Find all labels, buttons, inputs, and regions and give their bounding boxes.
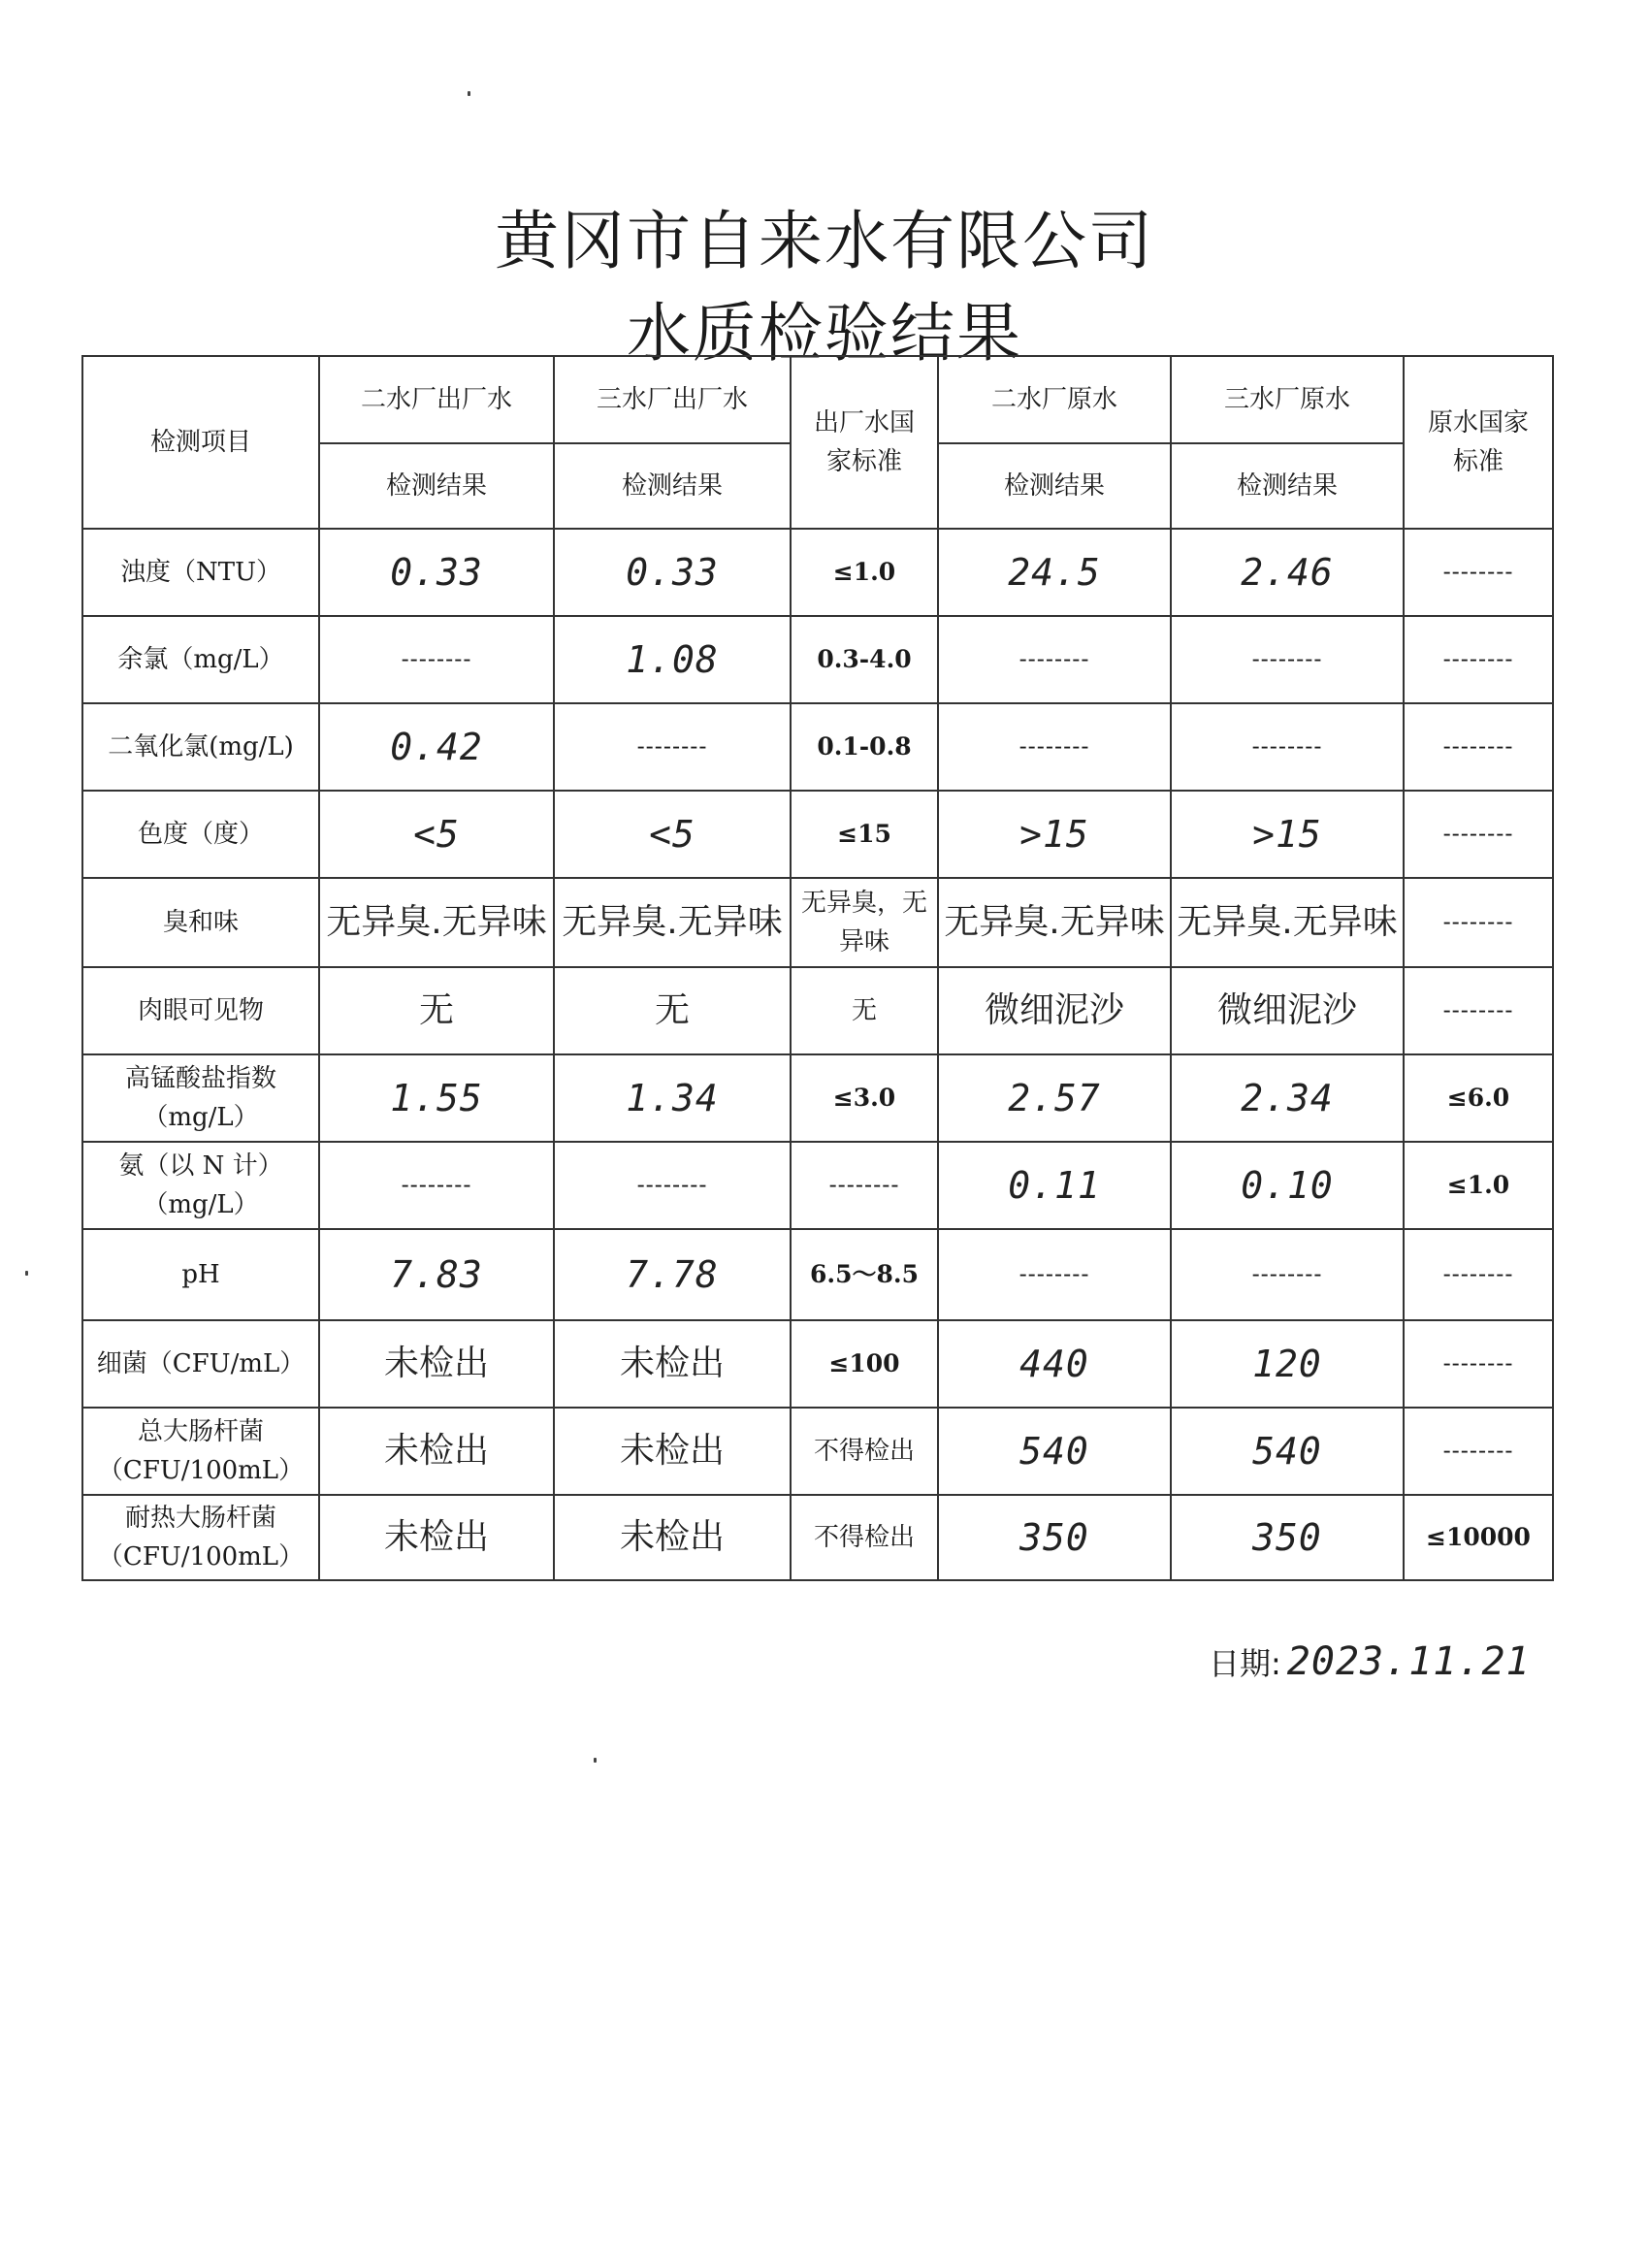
cell-output-standard: 0.1-0.8 [791,703,938,791]
cell-output-standard: ≤100 [791,1320,938,1408]
result-label-5: 检测结果 [1171,443,1404,529]
cell-plant2-output: 0.33 [319,529,554,616]
table-row [82,703,1553,791]
table-row [82,1320,1553,1408]
result-label-4: 检测结果 [938,443,1171,529]
cell-plant2-raw: 440 [938,1320,1171,1408]
table-row [82,791,1553,878]
header-col6-text: 原水国家标准 [1427,407,1529,476]
cell-raw-standard: -------- [1404,1408,1553,1495]
cell-output-standard: 不得检出 [791,1495,938,1580]
cell-plant2-raw: -------- [938,616,1171,703]
cell-plant2-raw: 540 [938,1408,1171,1495]
cell-raw-standard: -------- [1404,967,1553,1054]
table-row [82,1054,1553,1142]
scan-speck [468,91,470,96]
cell-plant3-raw: -------- [1171,616,1404,703]
header-col2: 三水厂出厂水 [554,356,791,443]
date-label: 日期: [1209,1645,1281,1682]
header-row-1 [82,356,1553,443]
date-line [1209,1639,1531,1684]
cell-plant2-output: 未检出 [319,1495,554,1580]
row-item-label: 高锰酸盐指数（mg/L） [82,1054,319,1142]
row-item-label: 余氯（mg/L） [82,616,319,703]
cell-plant3-raw: 540 [1171,1408,1404,1495]
cell-output-standard: 无 [791,967,938,1054]
row-item-label: pH [82,1229,319,1320]
cell-plant3-output: 无 [554,967,791,1054]
cell-raw-standard: -------- [1404,616,1553,703]
cell-plant2-raw: >15 [938,791,1171,878]
table-row [82,878,1553,967]
cell-plant3-raw: >15 [1171,791,1404,878]
cell-raw-standard: -------- [1404,791,1553,878]
cell-plant2-output: <5 [319,791,554,878]
cell-raw-standard: -------- [1404,878,1553,967]
row-item-label: 二氧化氯(mg/L) [82,703,319,791]
cell-plant3-raw: 350 [1171,1495,1404,1580]
scan-speck [594,1758,597,1763]
cell-output-standard: 6.5～8.5 [791,1229,938,1320]
report-title: 水质检验结果 [627,296,1022,371]
cell-plant3-output: -------- [554,703,791,791]
cell-plant2-output: -------- [319,1142,554,1229]
table-row [82,1229,1553,1320]
cell-plant2-raw: 0.11 [938,1142,1171,1229]
cell-plant3-output: 7.78 [554,1229,791,1320]
table-row [82,616,1553,703]
cell-plant2-raw: -------- [938,703,1171,791]
cell-plant3-output: 未检出 [554,1495,791,1580]
row-item-label: 总大肠杆菌（CFU/100mL） [82,1408,319,1495]
cell-plant2-raw: 2.57 [938,1054,1171,1142]
cell-plant3-output: -------- [554,1142,791,1229]
cell-raw-standard: -------- [1404,529,1553,616]
cell-plant2-raw: 24.5 [938,529,1171,616]
header-col3 [791,356,938,529]
header-col5: 三水厂原水 [1171,356,1404,443]
cell-plant2-output: 无异臭.无异味 [319,878,554,967]
cell-plant3-output: 未检出 [554,1320,791,1408]
table-row [82,1495,1553,1580]
company-title: 黄冈市自来水有限公司 [495,204,1154,278]
cell-plant3-output: <5 [554,791,791,878]
row-item-label: 臭和味 [82,878,319,967]
cell-raw-standard: -------- [1404,1320,1553,1408]
cell-output-standard: 不得检出 [791,1408,938,1495]
row-item-label: 细菌（CFU/mL） [82,1320,319,1408]
result-label-2: 检测结果 [554,443,791,529]
row-item-label: 肉眼可见物 [82,967,319,1054]
cell-plant2-raw: 微细泥沙 [938,967,1171,1054]
cell-plant3-raw: 0.10 [1171,1142,1404,1229]
cell-plant3-raw: 无异臭.无异味 [1171,878,1404,967]
cell-plant2-raw: -------- [938,1229,1171,1320]
cell-raw-standard: -------- [1404,703,1553,791]
cell-plant2-output: 无 [319,967,554,1054]
cell-plant3-raw: -------- [1171,1229,1404,1320]
cell-plant3-raw: 微细泥沙 [1171,967,1404,1054]
row-item-label: 浊度（NTU） [82,529,319,616]
cell-plant2-raw: 无异臭.无异味 [938,878,1171,967]
cell-output-standard: -------- [791,1142,938,1229]
cell-plant2-output: 0.42 [319,703,554,791]
cell-raw-standard: ≤1.0 [1404,1142,1553,1229]
cell-plant3-raw: 120 [1171,1320,1404,1408]
cell-plant2-output: -------- [319,616,554,703]
date-value: 2023.11.21 [1286,1639,1531,1684]
header-col6 [1404,356,1553,529]
table-row [82,967,1553,1054]
cell-plant3-output: 1.08 [554,616,791,703]
result-label-1: 检测结果 [319,443,554,529]
cell-plant2-raw: 350 [938,1495,1171,1580]
table-row [82,1408,1553,1495]
header-col4: 二水厂原水 [938,356,1171,443]
cell-plant3-output: 未检出 [554,1408,791,1495]
cell-plant3-raw: -------- [1171,703,1404,791]
cell-plant3-output: 无异臭.无异味 [554,878,791,967]
row-item-label: 色度（度） [82,791,319,878]
cell-output-standard: ≤15 [791,791,938,878]
header-col1: 二水厂出厂水 [319,356,554,443]
cell-plant2-output: 7.83 [319,1229,554,1320]
row-item-label: 耐热大肠杆菌（CFU/100mL） [82,1495,319,1580]
cell-raw-standard: ≤6.0 [1404,1054,1553,1142]
cell-output-standard: 0.3-4.0 [791,616,938,703]
cell-plant3-output: 1.34 [554,1054,791,1142]
scan-speck [25,1271,28,1276]
header-item: 检测项目 [82,356,319,529]
cell-plant3-raw: 2.46 [1171,529,1404,616]
cell-plant2-output: 未检出 [319,1408,554,1495]
cell-output-standard: 无异臭，无异味 [791,878,938,967]
row-item-label: 氨（以 N 计）（mg/L） [82,1142,319,1229]
cell-output-standard: ≤1.0 [791,529,938,616]
cell-raw-standard: ≤10000 [1404,1495,1553,1580]
table-body [82,529,1553,1580]
cell-output-standard: ≤3.0 [791,1054,938,1142]
water-quality-table [81,355,1554,1581]
cell-raw-standard: -------- [1404,1229,1553,1320]
table-row [82,529,1553,616]
cell-plant2-output: 1.55 [319,1054,554,1142]
cell-plant3-raw: 2.34 [1171,1054,1404,1142]
header-col3-text: 出厂水国家标准 [813,407,915,476]
cell-plant3-output: 0.33 [554,529,791,616]
cell-plant2-output: 未检出 [319,1320,554,1408]
table-row [82,1142,1553,1229]
